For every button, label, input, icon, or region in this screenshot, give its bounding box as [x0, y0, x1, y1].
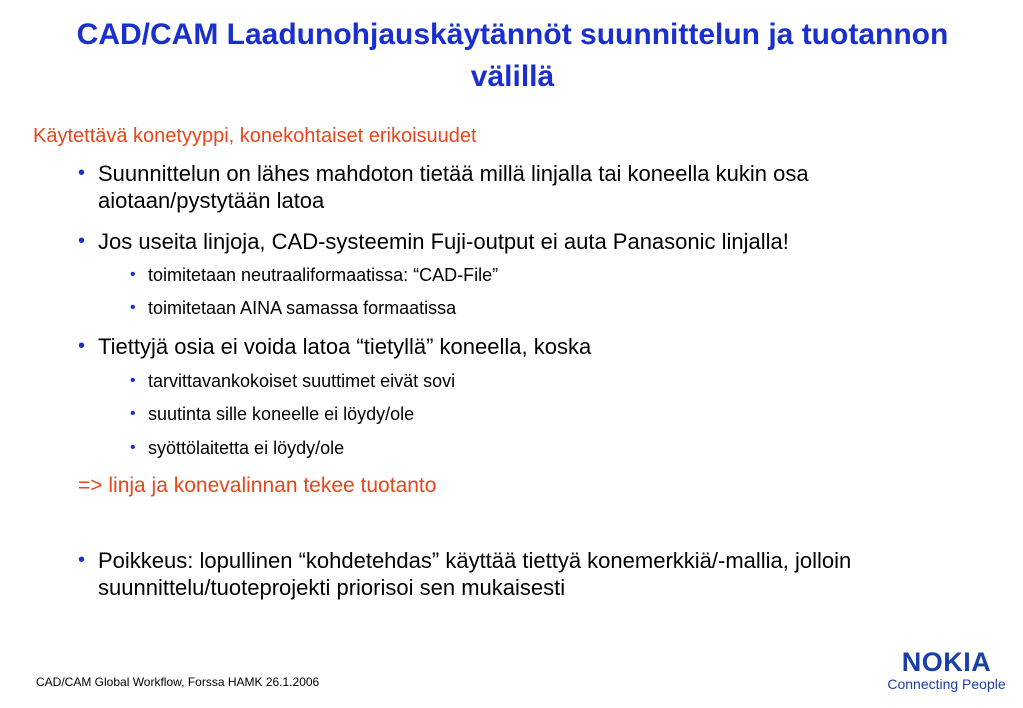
- slide-title: CAD/CAM Laadunohjauskäytännöt suunnittelun ja tuotannon välillä: [76, 18, 949, 93]
- sub-bullet-text: tarvittavankokoiset suuttimet eivät sovi: [148, 371, 456, 391]
- sub-bullet-item: [130, 297, 930, 319]
- sub-bullet-item: [130, 403, 930, 425]
- nokia-logo: [884, 648, 1009, 692]
- sub-bullet-item: [130, 370, 930, 392]
- sub-bullet-icon: •: [130, 299, 136, 316]
- bullet-text: Suunnittelun on lähes mahdoton tietää millä linjalla tai koneella kukin osa aiotaan/pystytään latoa: [98, 161, 809, 213]
- sub-bullet-icon: •: [130, 405, 136, 422]
- logo-wordmark: NOKIA: [901, 647, 992, 677]
- bullet-icon: •: [78, 230, 86, 252]
- bullet-item: [78, 228, 958, 255]
- bullet-text: Jos useita linjoja, CAD-systeemin Fuji-output ei auta Panasonic linjalla!: [98, 229, 789, 254]
- bullet-text: Poikkeus: lopullinen “kohdetehdas” käyttää tiettyä konemerkkiä/-mallia, jolloin suunnittelu/tuoteprojekti priorisoi sen mukaisesti: [98, 548, 852, 600]
- bullet-icon: •: [78, 549, 86, 571]
- conclusion-text: => linja ja konevalinnan tekee tuotanto: [78, 474, 437, 497]
- bullet-item: [78, 547, 958, 601]
- logo-tagline: Connecting People: [887, 676, 1006, 692]
- sub-bullet-icon: •: [130, 439, 136, 456]
- sub-bullet-text: suutinta sille koneelle ei löydy/ole: [148, 404, 415, 424]
- bullet-item: [78, 333, 958, 360]
- footer-text: CAD/CAM Global Workflow, Forssa HAMK 26.1.2006: [36, 675, 320, 689]
- section-subheading: Käytettävä konetyyppi, konekohtaiset erikoisuudet: [33, 125, 477, 147]
- sub-bullet-item: [130, 437, 930, 459]
- bullet-item: [78, 160, 958, 214]
- bullet-icon: •: [78, 335, 86, 357]
- sub-bullet-text: toimitetaan neutraaliformaatissa: “CAD-File”: [148, 265, 499, 285]
- bullet-icon: •: [78, 162, 86, 184]
- sub-bullet-icon: •: [130, 372, 136, 389]
- sub-bullet-text: syöttölaitetta ei löydy/ole: [148, 438, 345, 458]
- sub-bullet-item: [130, 264, 930, 286]
- sub-bullet-text: toimitetaan AINA samassa formaatissa: [148, 298, 457, 318]
- bullet-text: Tiettyjä osia ei voida latoa “tietyllä” koneella, koska: [98, 334, 592, 359]
- sub-bullet-icon: •: [130, 266, 136, 283]
